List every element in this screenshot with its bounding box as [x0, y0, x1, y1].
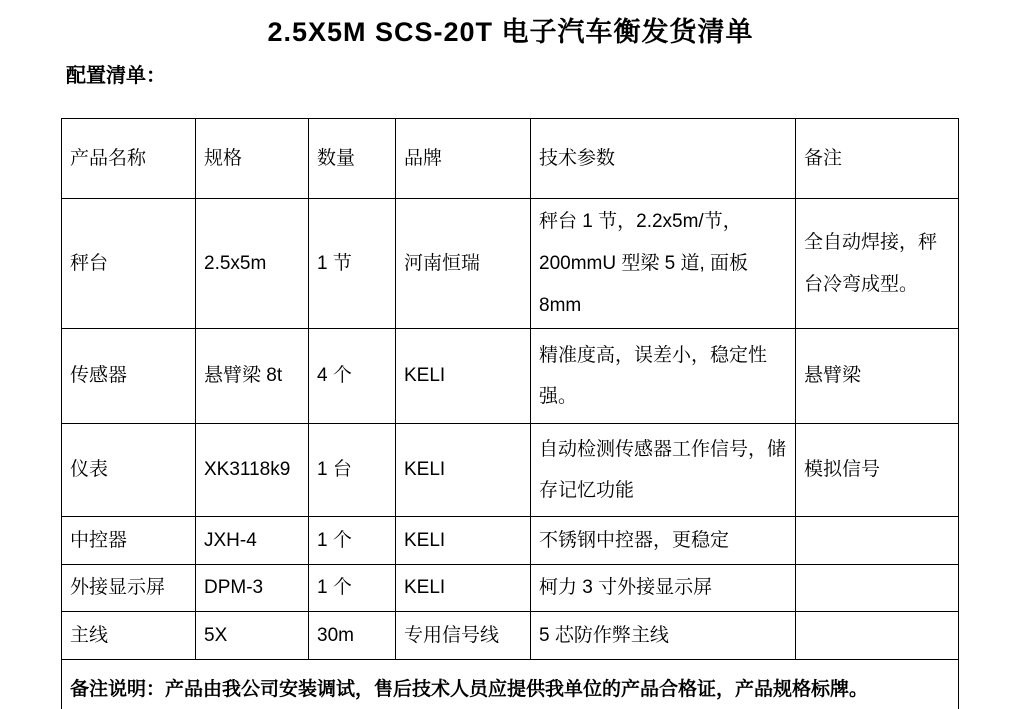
cell-note — [796, 517, 959, 565]
section-label: 配置清单： — [66, 65, 166, 87]
table-header-row — [62, 119, 959, 199]
cell-product: 传感器 — [62, 329, 196, 424]
cell-qty: 1 节 — [309, 199, 396, 329]
cell-spec: JXH-4 — [196, 517, 309, 565]
cell-qty: 1 台 — [309, 424, 396, 517]
header-brand: 品牌 — [396, 119, 531, 199]
page-title: 2.5X5M SCS-20T 电子汽车衡发货清单 — [267, 17, 754, 47]
spec-table — [61, 118, 959, 709]
table-footer-row — [62, 660, 959, 709]
header-params: 技术参数 — [531, 119, 796, 199]
cell-spec: 悬臂梁 8t — [196, 329, 309, 424]
cell-brand: KELI — [396, 565, 531, 612]
cell-note — [796, 612, 959, 660]
header-spec: 规格 — [196, 119, 309, 199]
cell-product: 主线 — [62, 612, 196, 660]
cell-product: 外接显示屏 — [62, 565, 196, 612]
cell-spec: 5X — [196, 612, 309, 660]
cell-brand: 专用信号线 — [396, 612, 531, 660]
table-row — [62, 612, 959, 660]
cell-brand: 河南恒瑞 — [396, 199, 531, 329]
cell-params: 柯力 3 寸外接显示屏 — [531, 565, 796, 612]
cell-params: 秤台 1 节，2.2x5m/节，200mmU 型梁 5 道, 面板 8mm — [531, 199, 796, 329]
table-row — [62, 517, 959, 565]
cell-qty: 1 个 — [309, 565, 396, 612]
cell-qty: 4 个 — [309, 329, 396, 424]
cell-brand: KELI — [396, 329, 531, 424]
cell-spec: XK3118k9 — [196, 424, 309, 517]
table-row — [62, 424, 959, 517]
cell-qty: 1 个 — [309, 517, 396, 565]
cell-note: 悬臂梁 — [796, 329, 959, 424]
header-product: 产品名称 — [62, 119, 196, 199]
table-row — [62, 329, 959, 424]
cell-params: 自动检测传感器工作信号，储存记忆功能 — [531, 424, 796, 517]
cell-spec: 2.5x5m — [196, 199, 309, 329]
cell-params: 不锈钢中控器，更稳定 — [531, 517, 796, 565]
cell-note — [796, 565, 959, 612]
cell-params: 精准度高，误差小，稳定性强。 — [531, 329, 796, 424]
cell-params: 5 芯防作弊主线 — [531, 612, 796, 660]
cell-product: 中控器 — [62, 517, 196, 565]
cell-note: 全自动焊接，秤台冷弯成型。 — [796, 199, 959, 329]
table-row — [62, 565, 959, 612]
cell-brand: KELI — [396, 517, 531, 565]
cell-brand: KELI — [396, 424, 531, 517]
header-note: 备注 — [796, 119, 959, 199]
cell-product: 秤台 — [62, 199, 196, 329]
cell-qty: 30m — [309, 612, 396, 660]
header-qty: 数量 — [309, 119, 396, 199]
footer-note: 备注说明：产品由我公司安装调试，售后技术人员应提供我单位的产品合格证，产品规格标牌。 — [62, 660, 959, 709]
cell-spec: DPM-3 — [196, 565, 309, 612]
cell-product: 仪表 — [62, 424, 196, 517]
cell-note: 模拟信号 — [796, 424, 959, 517]
table-row — [62, 199, 959, 329]
